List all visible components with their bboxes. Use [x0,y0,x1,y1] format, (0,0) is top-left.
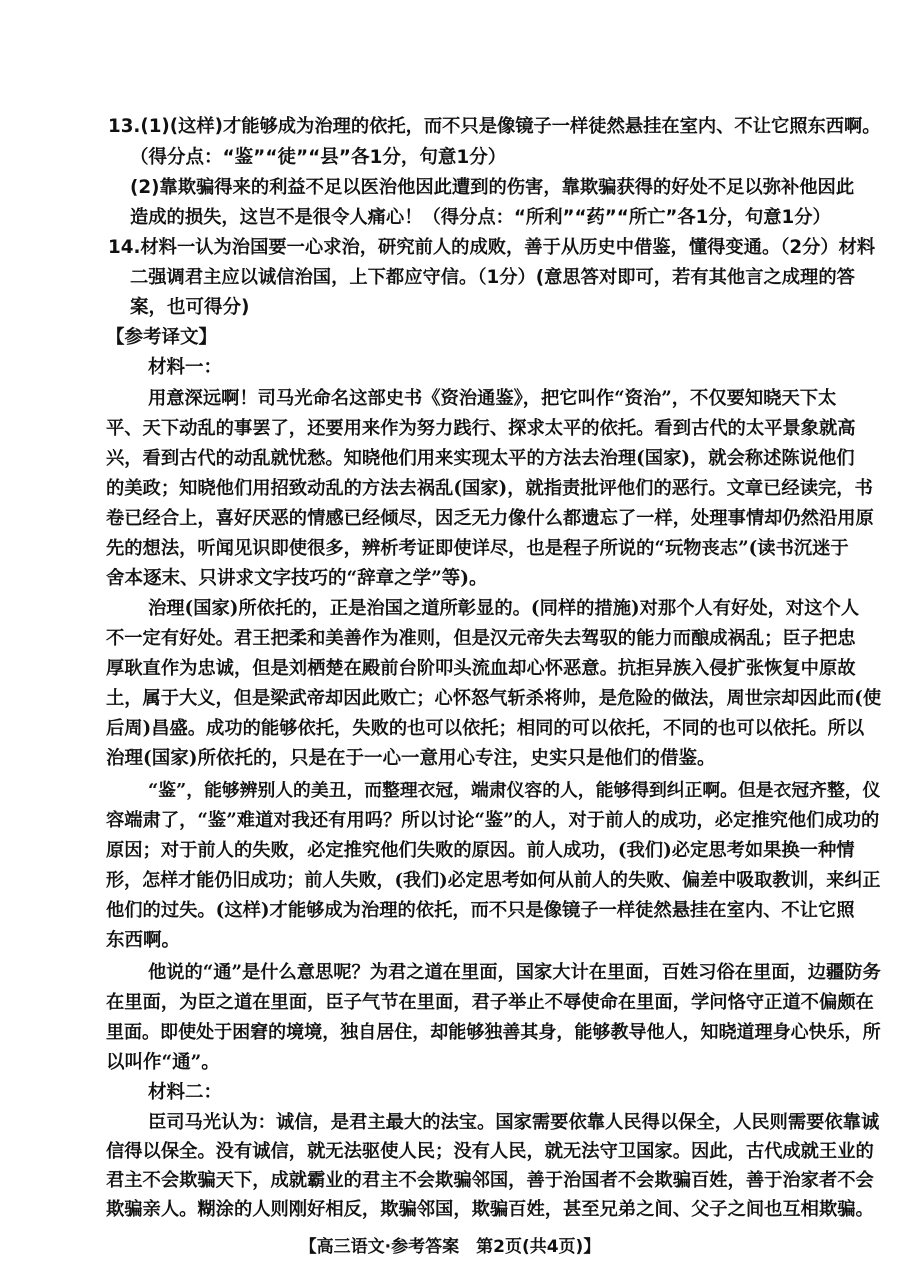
p5-line-3: 君主不会欺骗天下，成就霸业的君主不会欺骗邻国，善于治国者不会欺骗百姓，善于治家者不会 [106,1170,874,1191]
answer-13-line-4: 造成的损失，这岂不是很令人痛心！（得分点：“所利”“药”“所亡”各1分，句意1分） [130,207,831,228]
p2-line-3: 厚耿直作为忠诚，但是刘栖楚在殿前台阶叩头流血却心怀恶意。抗拒异族入侵扩张恢复中原故 [106,658,856,679]
p1-line-6: 先的想法，听闻见识即使很多，辨析考证即使详尽，也是程子所说的“玩物丧志”(读书沉迷于 [106,538,849,559]
p1-line-7: 舍本逐末、只讲求文字技巧的“辞章之学”等)。 [106,568,488,589]
answer-14-line-2: 二强调君主应以诚信治国，上下都应守信。（1分）(意思答对即可，若有其他言之成理的答 [130,267,855,288]
answer-13-line-1: 13.(1)(这样)才能够成为治理的依托，而不只是像镜子一样徒然悬挂在室内、不让它照东西啊。 [108,116,881,137]
material-2-label-visible: 材料二： [148,1082,223,1103]
p3-line-4: 形，怎样才能仍旧成功；前人失败，(我们)必定思考如何从前人的失败、偏差中吸取教训，来纠正 [106,870,881,891]
p2-line-5: 后周)昌盛。成功的能够依托，失败的也可以依托；相同的可以依托，不同的也可以依托。所以 [106,718,865,739]
p3-line-2: 容端肃了，“鉴”难道对我还有用吗？所以讨论“鉴”的人，对于前人的成功，必定推究他们成功的 [106,810,880,831]
p1-line-5: 卷已经合上，喜好厌恶的情感已经倾尽，因乏无力像什么都遗忘了一样，处理事情却仍然沿用原 [106,508,874,529]
p4-line-4: 以叫作“通”。 [106,1052,220,1073]
p2-line-6: 治理(国家)所依托的，只是在于一心一意用心专注，史实只是他们的借鉴。 [106,748,716,769]
p4-line-2: 在里面，为臣之道在里面，臣子气节在里面，君子举止不辱使命在里面，学问恪守正道不偏颇在 [106,992,874,1013]
p3-line-1: “鉴”，能够辨别人的美丑，而整理衣冠，端肃仪容的人，能够得到纠正啊。但是衣冠齐整，仪 [148,780,881,801]
page-footer: 【高三语文·参考答案 第2页(共4页)】 [299,1237,601,1257]
p5-line-4: 欺骗亲人。糊涂的人则刚好相反，欺骗邻国，欺骗百姓，甚至兄弟之间、父子之间也互相欺骗。 [106,1199,874,1220]
answer-14-line-1: 14.材料一认为治国要一心求治，研究前人的成败，善于从历史中借鉴，懂得变通。（2分）材料 [108,237,876,258]
p4-line-1: 他说的“通”是什么意思呢？为君之道在里面，国家大计在里面，百姓习俗在里面，边疆防务 [148,962,881,983]
p1-line-4: 的美政；知晓他们用招致动乱的方法去祸乱(国家)，就指责批评他们的恶行。文章已经读完，书 [106,478,873,499]
answer-14-line-3: 案，也可得分) [130,297,250,318]
answer-13-line-2: （得分点：“鉴”“徒”“县”各1分，句意1分） [130,147,507,168]
p4-line-3: 里面。即使处于困窘的境境，独自居住，却能够独善其身，能够教导他人，知晓道理身心快乐，所 [106,1022,881,1043]
material-1-label: 材料一： [148,357,223,378]
p5-line-1: 臣司马光认为：诚信，是君主最大的法宝。国家需要依靠人民得以保全，人民则需要依靠诚 [148,1112,880,1133]
p5-line-2: 信得以保全。没有诚信，就无法驱使人民；没有人民，就无法守卫国家。因此，古代成就王业的 [106,1141,874,1162]
p2-line-4: 土，属于大义，但是梁武帝却因此败亡；心怀怒气斩杀将帅，是危险的做法，周世宗却因此而(使 [106,688,882,709]
p3-line-3: 原因；对于前人的失败，必定推究他们失败的原因。前人成功，(我们)必定思考如果换一种情 [106,840,855,861]
p1-line-2: 平、天下动乱的事罢了，还要用来作为努力践行、探求太平的依托。看到古代的太平景象就高 [106,418,856,439]
translation-heading: 【参考译文】 [106,327,218,348]
p3-line-5: 他们的过失。(这样)才能够成为治理的依托，而不只是像镜子一样徒然悬挂在室内、不让它照 [106,900,855,921]
p2-line-1: 治理(国家)所依托的，正是治国之道所彰显的。(同样的措施)对那个人有好处，对这个人 [148,598,860,619]
answer-13-line-3: (2)靠欺骗得来的利益不足以医治他因此遭到的伤害，靠欺骗获得的好处不足以弥补他因此 [130,177,855,198]
p2-line-2: 不一定有好处。君王把柔和美善作为准则，但是汉元帝失去驾驭的能力而酿成祸乱；臣子把忠 [106,628,856,649]
p1-line-1: 用意深远啊！司马光命名这部史书《资治通鉴》，把它叫作“资治”，不仅要知晓天下太 [148,388,837,409]
p1-line-3: 兴，看到古代的动乱就忧愁。知晓他们用来实现太平的方法去治理(国家)，就会称述陈说他们 [106,448,855,469]
p3-line-6: 东西啊。 [106,930,181,951]
